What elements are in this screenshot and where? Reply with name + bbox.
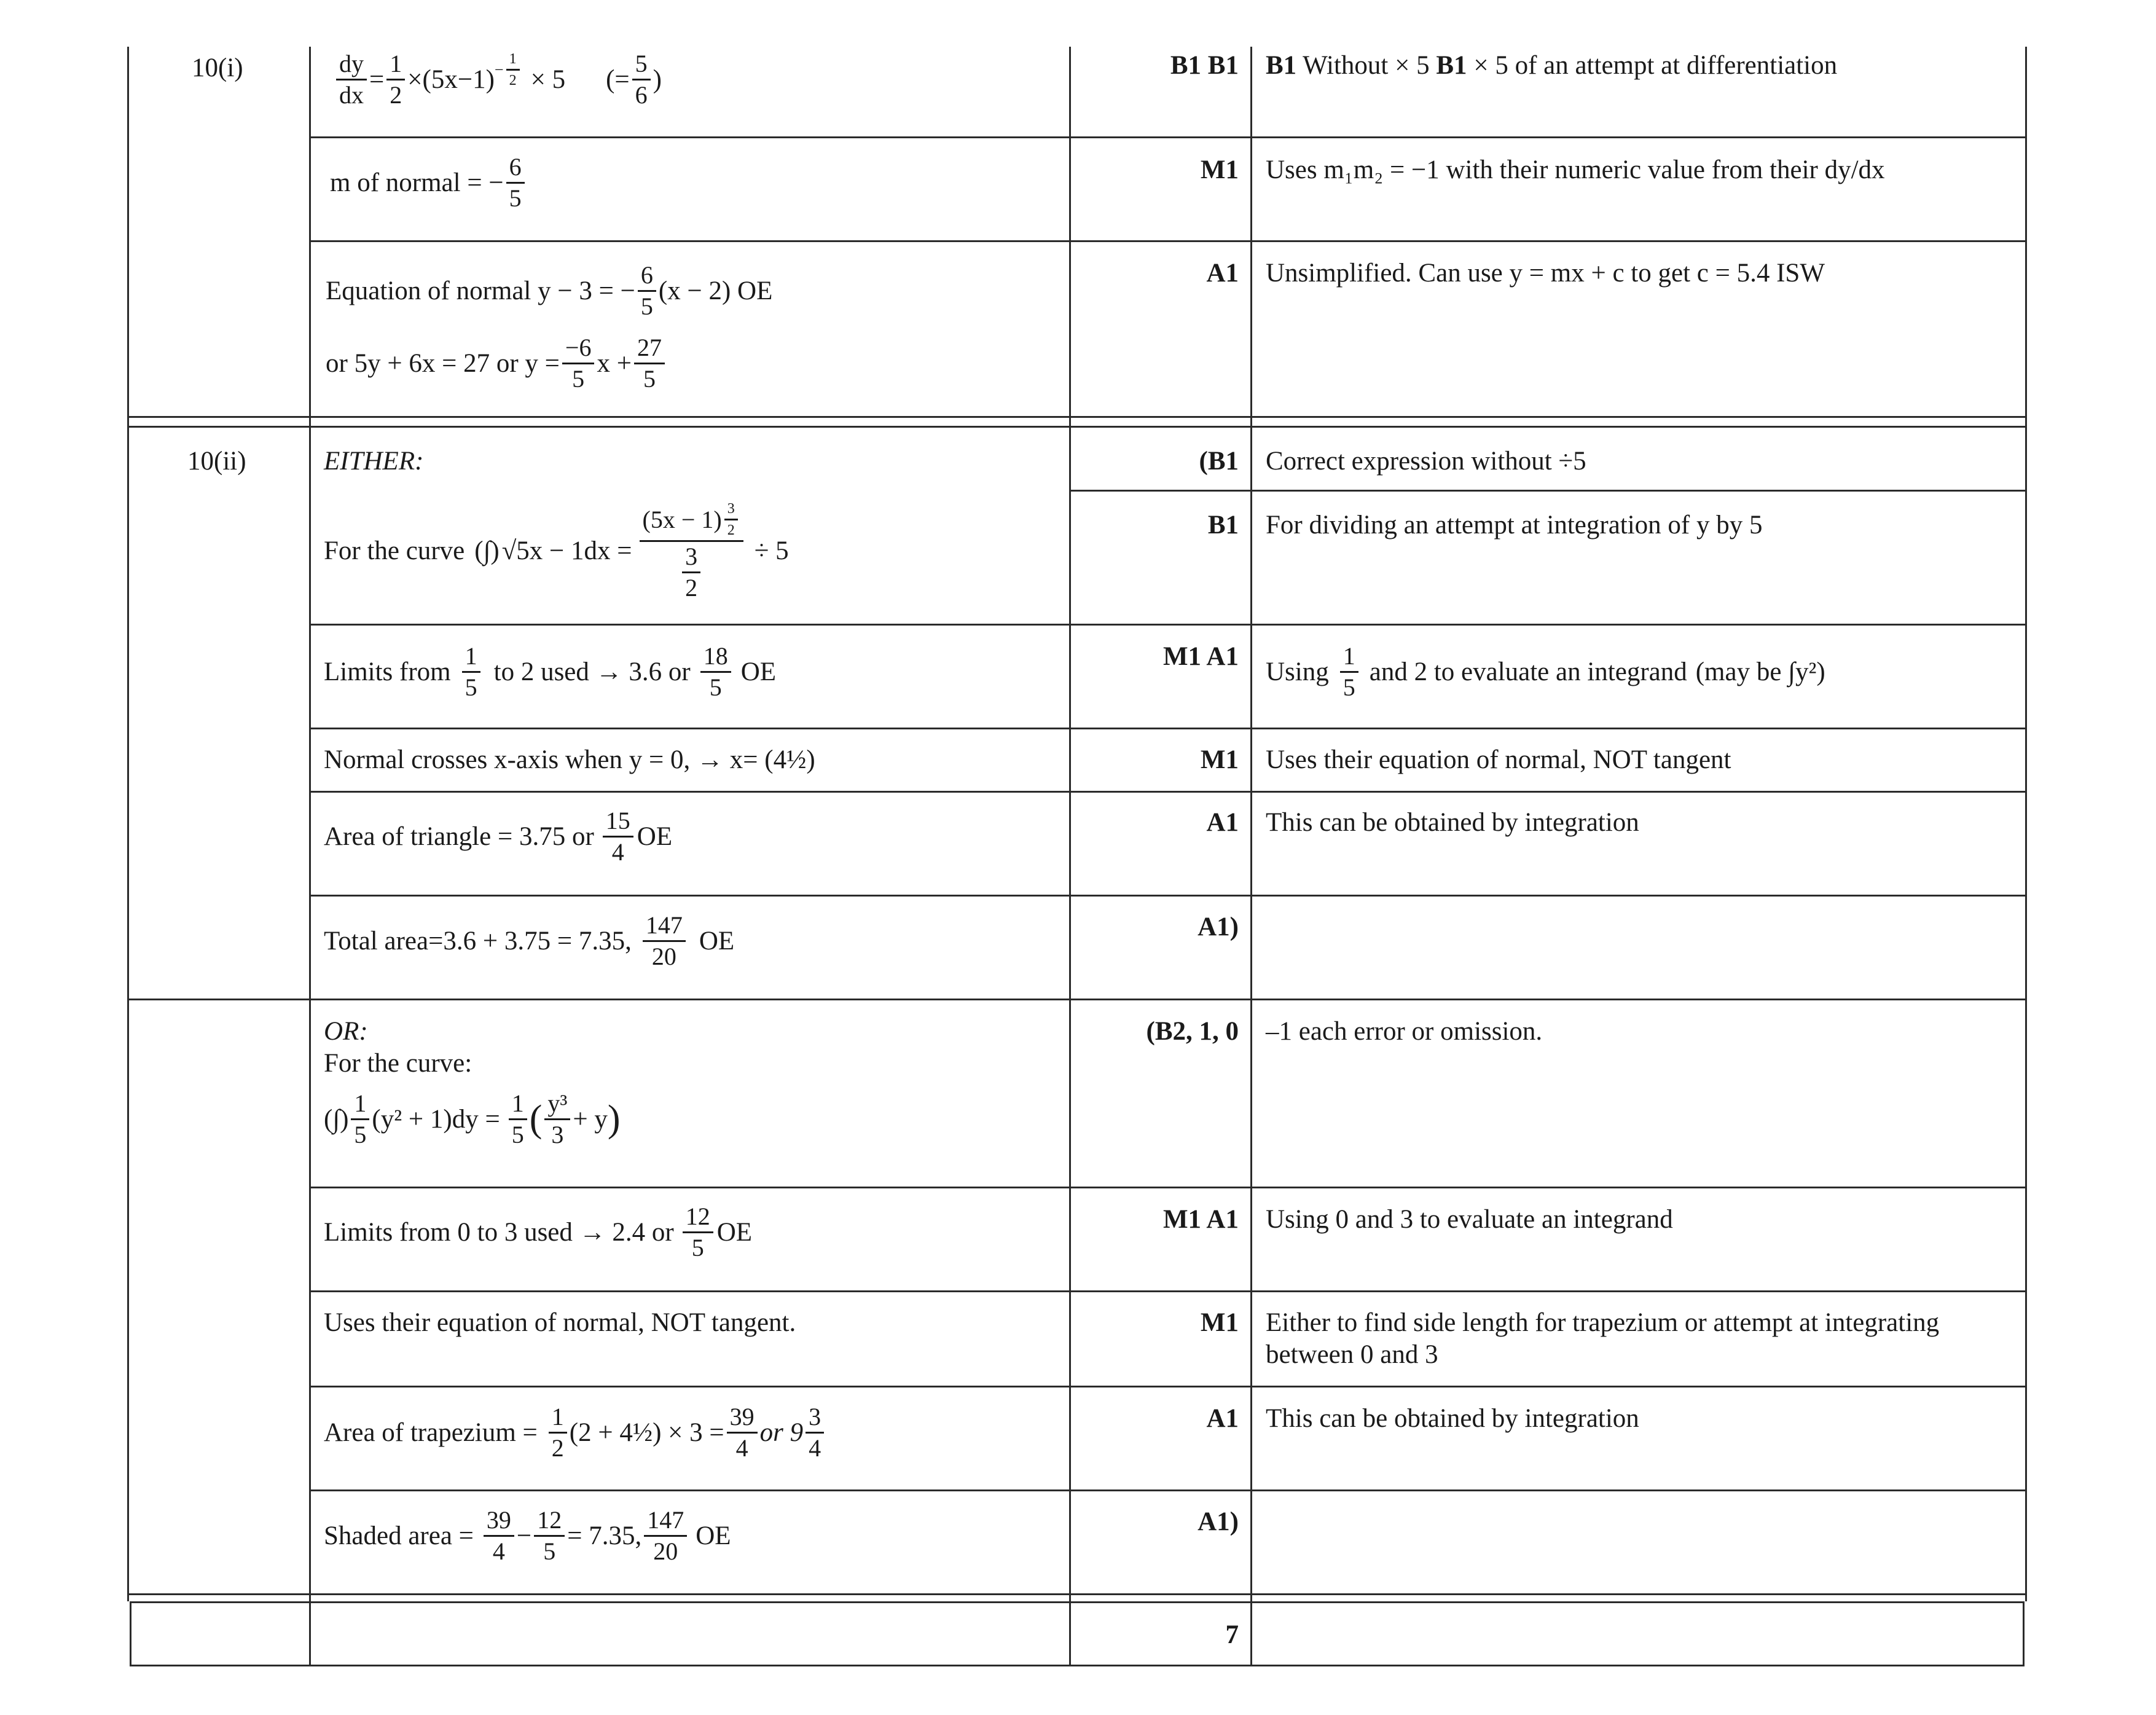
guidance: Either to find side length for trapezium or attempt at integrating [1266,1308,1940,1337]
row-line [309,728,2027,729]
row-line [309,240,2027,242]
derivative-expression: $\frac{dy}{dx}$ = $\frac{1}{2}$ ×(5x−1) − $\frac{1}{2}$ × 5 (= $\frac{5}{6}$ ) [334,52,662,108]
normal-crossing: Normal crosses x-axis when y = 0, → x= (4½) [324,745,815,774]
col-sep-1 [309,47,311,1666]
triangle-area: Area of triangle = 3.75 or $\frac{15}{4}$ OE [324,807,673,866]
guidance: B1 Without × 5 B1 × 5 of an attempt at differentiation [1266,51,1838,80]
marks: B1 [1207,511,1239,540]
marks: A1) [1198,1507,1239,1536]
row-line [309,1386,2027,1387]
marks: (B2, 1, 0 [1146,1017,1239,1046]
normal-equation: Equation of normal y − 3 = − $\frac{6}{5}$ (x − 2) OE [326,261,773,320]
col-sep-2 [1069,47,1071,1666]
row-line [309,895,2027,897]
border-right [2025,47,2027,1601]
marks: A1 [1206,259,1239,288]
marks: M1 [1200,155,1239,184]
part-separator [127,426,2027,428]
normal-gradient: m of normal = − $\frac{6}{5}$ [330,155,527,211]
guidance: This can be obtained by integration [1266,808,1639,837]
guidance: –1 each error or omission. [1266,1017,1543,1046]
or-line2: For the curve: [324,1049,472,1078]
row-line [1069,490,2027,492]
shaded-area: Shaded area = $\frac{39}{4}$ − $\frac{12}{5}$ = 7.35, $\frac{147}{20}$ OE [324,1506,731,1565]
row-line [127,1593,2027,1595]
total-row-right [2023,1601,2025,1666]
guidance: Correct expression without ÷5 [1266,447,1586,476]
guidance: between 0 and 3 [1266,1340,1438,1369]
total-marks: 7 [1225,1620,1239,1649]
row-line [309,1489,2027,1491]
row-line [309,791,2027,793]
total-area: Total area=3.6 + 3.75 = 7.35, $\frac{147}{20}$ OE [324,911,735,970]
guidance: For dividing an attempt at integration of y by 5 [1266,511,1763,540]
guidance: Using 0 and 3 to evaluate an integrand [1266,1205,1673,1234]
marks: A1 [1206,1404,1239,1433]
total-row-left [130,1601,131,1666]
guidance: Uses their equation of normal, NOT tangent [1266,745,1731,774]
guidance: This can be obtained by integration [1266,1404,1639,1433]
guidance: Using $\frac{1}{5}$ and 2 to evaluate an integrand (may be ∫y²) [1266,642,1825,701]
col-sep-3 [1250,47,1252,1666]
limits-expression: Limits from $\frac{1}{5}$ to 2 used → 3.6 or $\frac{18}{5}$ OE [324,642,777,701]
question-number: 10(i) [192,53,243,82]
marks: (B1 [1199,447,1239,476]
row-line [309,624,2027,626]
mark-scheme-table [127,47,2027,1666]
marks: B1 B1 [1170,51,1239,80]
total-row-bottom [130,1665,2025,1666]
part-separator [127,416,2027,418]
row-line [309,1187,2027,1188]
row-line [127,999,2027,1000]
uses-normal: Uses their equation of normal, NOT tangent. [324,1308,796,1337]
normal-equation-alt: or 5y + 6x = 27 or y = $\frac{-6}{5}$ x + $\frac{27}{5}$ [326,336,667,391]
marks: A1) [1198,912,1239,941]
marks: M1 A1 [1162,1205,1239,1234]
row-line [309,1290,2027,1292]
question-number: 10(ii) [187,447,246,476]
trapezium-area: Area of trapezium = $\frac{1}{2}$ (2 + 4½) × 3 = $\frac{39}{4}$ or 9 $\frac{3}{4}$ [324,1405,826,1461]
marks: M1 A1 [1162,642,1239,671]
limits2-expression: Limits from 0 to 3 used → 2.4 or $\frac{12}{5}$ OE [324,1203,753,1262]
row-line [309,136,2027,138]
marks: M1 [1200,1308,1239,1337]
total-row-top [130,1601,2025,1603]
either-label: EITHER: [324,447,424,476]
marks: A1 [1206,808,1239,837]
or-label: OR: [324,1017,368,1046]
curve-integral: For the curve (∫) √5x − 1dx = (5x − 1) $\frac{3}{2}$ $\frac{3}{2}$ ÷ 5 [324,501,789,602]
guidance: Uses m₁m₂ = −1 with their numeric value from their dy/dx [1266,155,1885,184]
guidance: Unsimplified. Can use y = mx + c to get c = 5.4 ISW [1266,259,1825,288]
border-left [127,47,129,1601]
marks: M1 [1200,745,1239,774]
or-integral: (∫) $\frac{1}{5}$ (y² + 1)dy = $\frac{1}{5}$ ( $\frac{\text{y³}}{3}$ + y ) [324,1089,621,1148]
